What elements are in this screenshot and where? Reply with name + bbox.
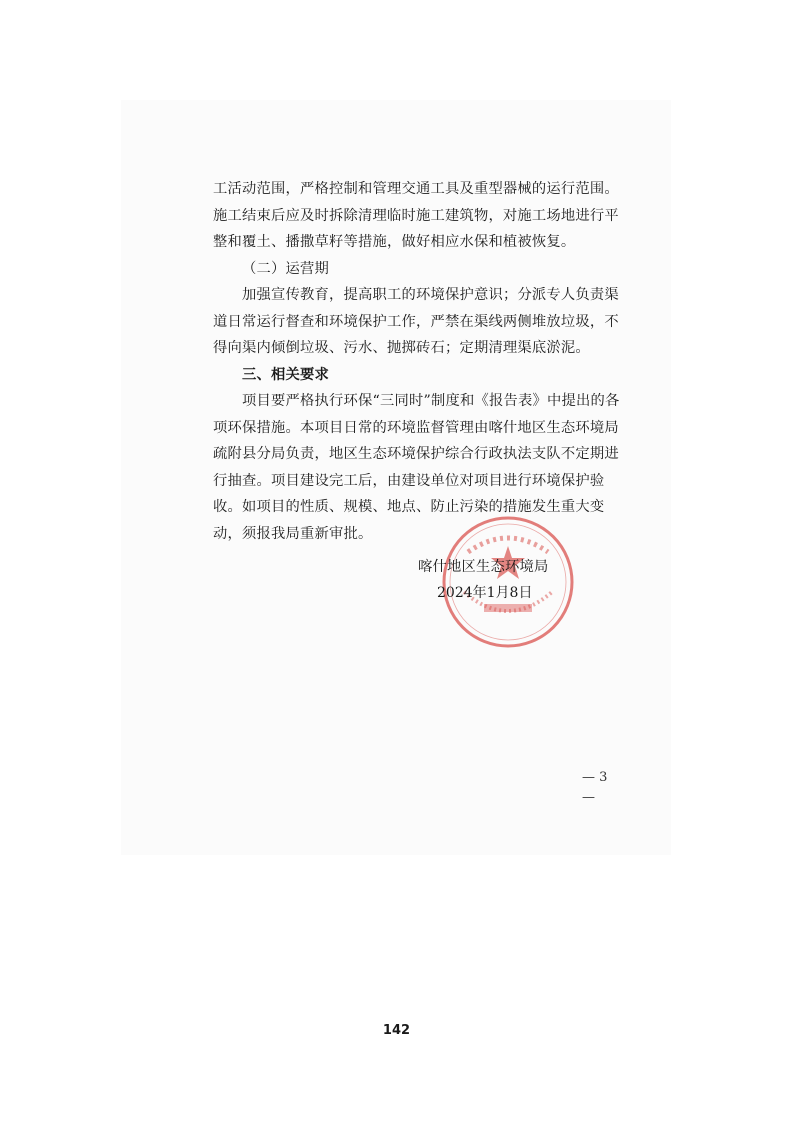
document-body: [213, 176, 623, 547]
page-number: 142: [382, 1023, 411, 1038]
section-heading-requirements: 三、相关要求: [242, 366, 329, 383]
issue-date: 2024年1月8日: [437, 585, 533, 601]
issuing-organization: 喀什地区生态环境局: [418, 559, 549, 575]
paragraph-construction-end: 工活动范围，严格控制和管理交通工具及重型器械的运行范围。施工结束后应及时拆除清理临时施工建筑物，对施工场地进行平整和覆土、播撒草籽等措施，做好相应水保和植被恢复。: [213, 181, 619, 250]
paragraph-operation-measures: 加强宣传教育，提高职工的环境保护意识；分派专人负责渠道日常运行督查和环境保护工作，严禁在渠线两侧堆放垃圾，不得向渠内倾倒垃圾、污水、抛掷砖石；定期清理渠底淤泥。: [213, 287, 619, 356]
inner-page-mark: — 3 —: [582, 770, 608, 805]
section-heading-operation-period: （二）运营期: [242, 260, 329, 277]
paragraph-requirements: 项目要严格执行环保“三同时”制度和《报告表》中提出的各项环保措施。本项目日常的环境监督管理由喀什地区生态环境局疏附县分局负责，地区生态环境保护综合行政执法支队不定期进行抽查。项目建设完工后，由建设单位对项目进行环境保护验收。如项目的性质、规模、地点、防止污染的措施发生重大变动，须报我局重新审批。: [213, 393, 620, 542]
